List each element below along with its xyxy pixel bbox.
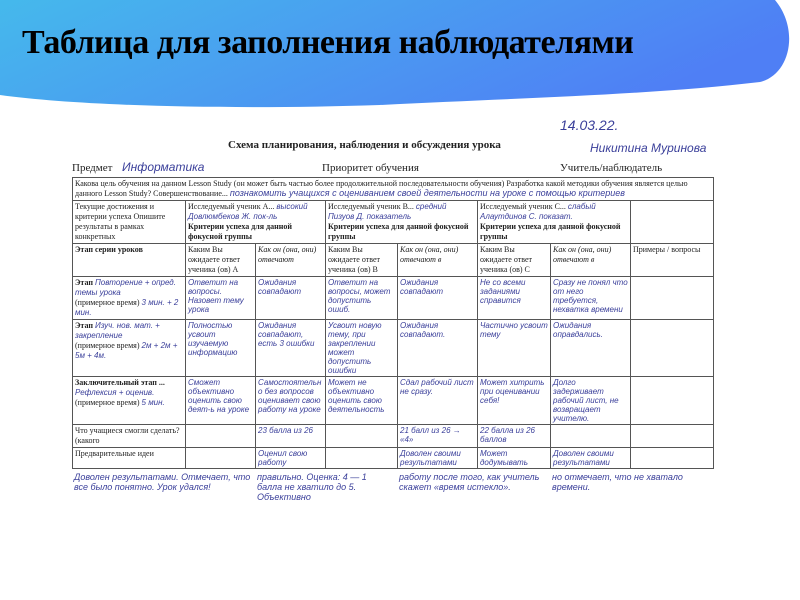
cell: Сразу не понял что от него требуется, нехватка времени <box>551 277 631 320</box>
student-b-cell <box>326 201 478 244</box>
goal-answer: познакомить учащихся с оцениванием своей деятельности на уроке с помощью критериев <box>229 188 625 198</box>
note-c-actual: но отмечает, что не хватало времени. <box>552 472 683 492</box>
header-expect-b: Каким Вы ожидаете ответ ученика (ов) В <box>326 244 398 277</box>
student-a-level: высокий <box>276 202 308 211</box>
table-row <box>73 448 714 469</box>
header-actual-b: Как он (она, они) отвечают в <box>398 244 478 277</box>
table-row <box>73 425 714 448</box>
cell: Долго задерживает рабочий лист, не возвращает учителю. <box>551 377 631 425</box>
cell: Сможет объективно оценить свою деят-ь на уроке <box>186 377 256 425</box>
observation-sheet <box>72 177 713 502</box>
cell <box>631 448 714 469</box>
cell <box>326 425 398 448</box>
stage-cell <box>73 277 186 320</box>
teacher-label: Учитель/наблюдатель <box>560 162 663 174</box>
header-expect-a: Каким Вы ожидаете ответ ученика (ов) А <box>186 244 256 277</box>
cell: Усвоит новую тему, при закреплении может допустить ошибки <box>326 320 398 377</box>
cell: Ожидания совпадают. <box>398 320 478 377</box>
student-b-label: Исследуемый ученик В... <box>328 202 414 211</box>
time-value: 3 мин. + 2 мин. <box>75 298 179 317</box>
student-a-cell <box>186 201 326 244</box>
observation-table <box>72 177 714 469</box>
table-row <box>73 277 714 320</box>
student-c-cell <box>478 201 631 244</box>
student-b-criteria: Критерии успеха для данной фокусной группы <box>328 222 469 241</box>
student-b-level: средний <box>415 202 447 211</box>
cell: 23 балла из 26 <box>256 425 326 448</box>
stage-label: Заключительный этап ... <box>75 378 165 387</box>
header-actual-a: Как он (она, они) отвечают <box>256 244 326 277</box>
cell <box>631 320 714 377</box>
subject-label: Предмет <box>72 162 113 174</box>
student-c-level: слабый <box>567 202 596 211</box>
student-c-criteria: Критерии успеха для данной фокусной группы <box>480 222 621 241</box>
header-expect-c: Каким Вы ожидаете ответ ученика (ов) С <box>478 244 551 277</box>
cell: Доволен своими результатами <box>551 448 631 469</box>
student-a-criteria: Критерии успеха для данной фокусной группы <box>188 222 292 241</box>
cell <box>326 448 398 469</box>
cell: Не со всеми заданиями справится <box>478 277 551 320</box>
stage-label: Предварительные идеи <box>73 448 186 469</box>
cell: Может не объективно оценить свою деятельность <box>326 377 398 425</box>
form-title: Схема планирования, наблюдения и обсуждения урока <box>228 139 501 151</box>
time-value: 2м + 2м + 5м + 4м. <box>75 341 178 360</box>
cell <box>631 277 714 320</box>
cell: Ожидания совпадают <box>398 277 478 320</box>
student-a-name: Довлюмбеков Ж. пок-ль <box>188 212 278 221</box>
cell: Ответит на вопросы, может допустить ошиб. <box>326 277 398 320</box>
cell: Самостоятельно без вопросов оценивает свою работу на уроке <box>256 377 326 425</box>
header-actual-c: Как он (она, они) отвечают в <box>551 244 631 277</box>
cell: 22 балла из 26 баллов <box>478 425 551 448</box>
table-row <box>73 377 714 425</box>
header-examples: Примеры / вопросы <box>631 244 714 277</box>
slide-title: Таблица для заполнения наблюдателями <box>22 24 634 61</box>
cell: Частично усвоит тему <box>478 320 551 377</box>
stage-cell <box>73 377 186 425</box>
cell: Может хитрить при оценивании себя! <box>478 377 551 425</box>
cell <box>186 448 256 469</box>
note-left: Доволен результатами. Отмечает, что все было понятно. Урок удался! <box>74 472 251 492</box>
cell: Ожидания совпадают, есть 3 ошибки <box>256 320 326 377</box>
student-b-name: Пизуов Д. показатель <box>328 212 412 221</box>
time-label: (примерное время) <box>75 341 140 350</box>
cell: Ожидания оправдались. <box>551 320 631 377</box>
student-c-name: Алаутдинов С. показат. <box>480 212 573 221</box>
cell: Полностью усвоит изучаемую информацию <box>186 320 256 377</box>
stage-value: Рефлексия + оценив. <box>75 388 155 397</box>
cell: Может додумывать <box>478 448 551 469</box>
observer-name: Никитина Муринова <box>590 141 707 155</box>
cell <box>631 377 714 425</box>
cell: Ожидания совпадают <box>256 277 326 320</box>
subject-value: Информатика <box>122 160 205 174</box>
stage-value: Изуч. нов. мат. + закрепление <box>75 321 160 340</box>
student-c-label: Исследуемый ученик С... <box>480 202 566 211</box>
stage-label: Этап <box>75 278 93 287</box>
goal-question: Какова цель обучения на данном Lesson Study (он может быть частью более продолжительной последовательности обучения) Разработка какой методики обучения является целью данного Lesson Study? Совершенствование... <box>75 179 688 198</box>
handwritten-notes <box>72 472 713 502</box>
empty-cell <box>631 201 714 244</box>
stage-label: Что учащиеся смогли сделать? (какого <box>73 425 186 448</box>
criteria-label: Текущие достижения и критерии успеха Опишите результаты в рамках конкретных <box>73 201 186 244</box>
cell <box>186 425 256 448</box>
goal-cell <box>73 178 714 201</box>
cell: 21 балл из 26 → «4» <box>398 425 478 448</box>
cell <box>631 425 714 448</box>
cell: Оценил свою работу <box>256 448 326 469</box>
time-label: (примерное время) <box>75 398 140 407</box>
priority-label: Приоритет обучения <box>322 162 419 174</box>
stage-cell <box>73 320 186 377</box>
cell <box>551 425 631 448</box>
student-a-label: Исследуемый ученик А... <box>188 202 275 211</box>
cell: Сдал рабочий лист не сразу. <box>398 377 478 425</box>
time-label: (примерное время) <box>75 298 140 307</box>
stage-value: Повторение + опред. темы урока <box>75 278 176 297</box>
cell: Ответит на вопросы. Назовет тему урока <box>186 277 256 320</box>
stage-label: Этап <box>75 321 93 330</box>
header-stage: Этап серии уроков <box>73 244 186 277</box>
table-row <box>73 320 714 377</box>
cell: Доволен своими результатами <box>398 448 478 469</box>
time-value: 5 мин. <box>141 398 165 407</box>
form-date: 14.03.22. <box>560 117 619 133</box>
note-c-expect: работу после того, как учитель скажет «время истекло». <box>399 472 540 492</box>
note-a-actual: правильно. Оценка: 4 — 1 балла не хватило до 5. Объективно <box>257 472 367 502</box>
